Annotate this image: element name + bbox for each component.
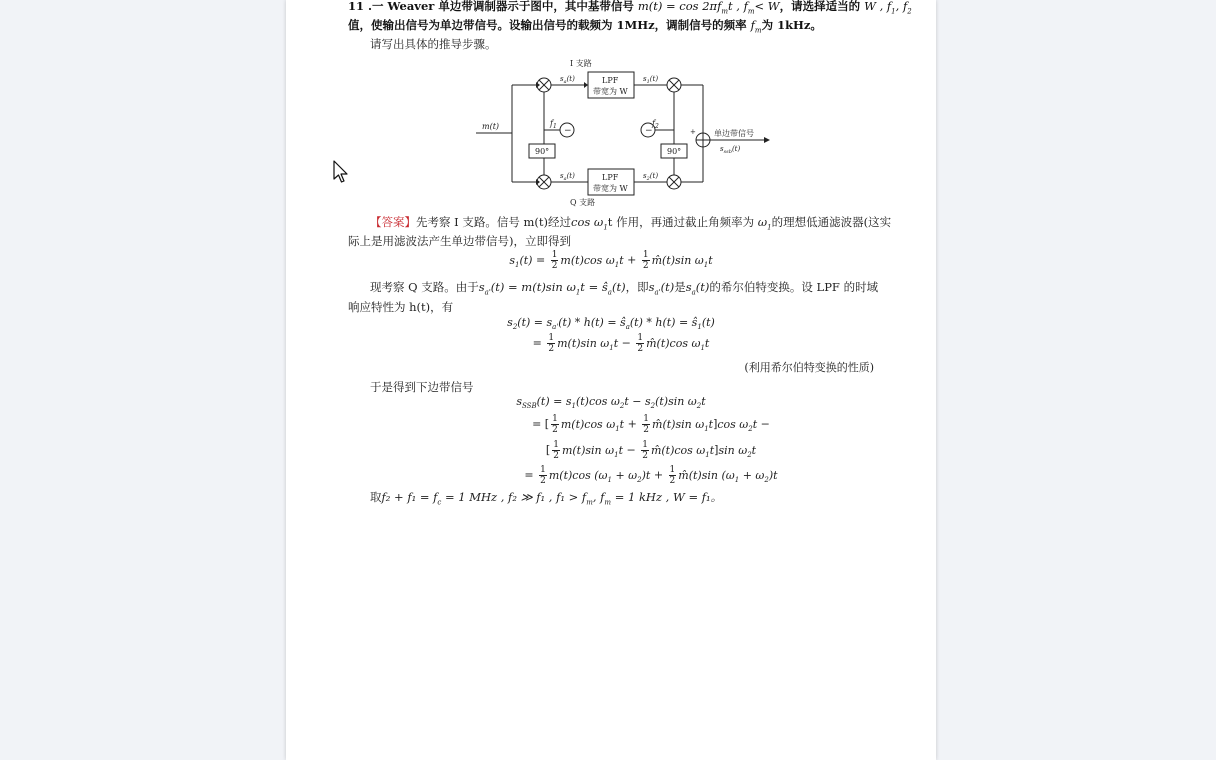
- equation-s1: $s_1(t)$ = $\frac{1}{2}$ m(t)cos $\omega_1t$ + $\frac{1}{2}$ m̂(t)sin $\omega_1t$: [509, 250, 713, 271]
- answer-paragraph-5: 于是得到下边带信号: [370, 380, 474, 394]
- answer-final-line: 取$f_2 + f_1 = f_c = 1$ MHz , f₂ ≫ f₁ , $f_1 > f_m$, $f_m = 1$ kHz , W = f₁。: [370, 490, 723, 507]
- lpf-bot-label-2: 带宽为 W: [593, 184, 628, 193]
- f1-label: $f_1$: [550, 119, 557, 130]
- lpf-top-label-2: 带宽为 W: [593, 87, 628, 96]
- equation-ssb-line-2: = [ $\frac{1}{2}$ m(t)cos $\omega_1t$ + $\frac{1}{2}$ m̂(t)sin $\omega_1t]\cos$ $\omega_2t$ −: [532, 414, 770, 435]
- i-branch-label: I 支路: [570, 59, 592, 68]
- answer-tag: 【答案】: [370, 215, 416, 229]
- equation-ssb-line-3: [ $\frac{1}{2}$ m(t)sin $\omega_1t$ − $\frac{1}{2}$ m̂(t)cos $\omega_1t]\sin$ $\omega_2t$: [545, 440, 757, 461]
- phase-shift-right: 90°: [667, 147, 682, 156]
- f2-label: $f_2$: [652, 119, 659, 130]
- equation-ssb-line-4: = $\frac{1}{2}$ m(t)cos $(\omega_1 + \omega_2)t$ + $\frac{1}{2}$ m̂(t)sin $(\omega_1 + \omega_2)t$: [524, 465, 778, 486]
- s2-bot-label: $s_2(t)$: [643, 172, 659, 182]
- answer-paragraph-4: 响应特性为 h(t)，有: [348, 300, 454, 314]
- output-label: 单边带信号: [714, 129, 754, 138]
- output-signal-label: $s_{ssb}(t)$: [720, 145, 741, 155]
- answer-paragraph-3: 现考察 Q 支路。由于$s_{a'}(t) = m(t)\sin$ $\omega_1t$ = $ŝ_a(t)$，即$s_{a'}(t)$是$s_a(t)$的希尔伯特变换。设 LPF 的时域: [370, 280, 879, 297]
- weaver-block-diagram: [474, 56, 774, 208]
- problem-line-2: 值，使输出信号为单边带信号。设输出信号的载频为 1MHz，调制信号的频率 $f_m$为 1kHz。: [348, 18, 822, 35]
- equation-s2-line-1: $s_2(t) = s_{a'}(t) * h(t)$ = $ŝ_a(t) * h(t)$ = $ŝ_1(t)$: [507, 316, 715, 332]
- left-oscillator-sign: −: [564, 126, 572, 136]
- equation-ssb-line-1: $s_{SSB}(t) = s_1(t)\cos$ $\omega_2t - s_2(t)\sin$ $\omega_2t$: [516, 395, 706, 411]
- summer-plus-sign: +: [690, 128, 696, 136]
- hilbert-note: (利用希尔伯特变换的性质): [744, 361, 874, 374]
- answer-paragraph-1: 【答案】先考察 I 支路。信号 m(t)经过$\cos \omega_1t$ 作用，再通过截止角频率为 $\omega_1$的理想低通滤波器(这实: [370, 215, 892, 232]
- lpf-bot-label-1: LPF: [602, 173, 619, 182]
- phase-shift-left: 90°: [535, 147, 550, 156]
- mouse-pointer-icon: [333, 160, 349, 184]
- sa-top-label: $s_a(t)$: [560, 75, 575, 85]
- q-branch-label: Q 支路: [570, 198, 596, 207]
- problem-line-3: 请写出具体的推导步骤。: [370, 37, 497, 51]
- answer-paragraph-2: 际上是用滤波法产生单边带信号)，立即得到: [348, 234, 571, 248]
- equation-s2-line-2: = $\frac{1}{2}$ m(t)sin $\omega_1t$ − $\frac{1}{2}$ m̂(t)cos $\omega_1t$: [532, 333, 710, 354]
- problem-line-1: 11 .一 Weaver 单边带调制器示于图中，其中基带信号 $m(t) = \cos 2\pi f_mt$ , $f_m< W$，请选择适当的 W , $f_1$, $f_2$: [348, 0, 912, 16]
- s1-top-label: $s_1(t)$: [643, 75, 659, 85]
- right-oscillator-sign: −: [645, 126, 653, 136]
- input-label: m(t): [482, 122, 500, 131]
- sa-bot-label: $s_a(t)$: [560, 172, 575, 182]
- lpf-top-label-1: LPF: [602, 76, 619, 85]
- document-page: [286, 0, 936, 760]
